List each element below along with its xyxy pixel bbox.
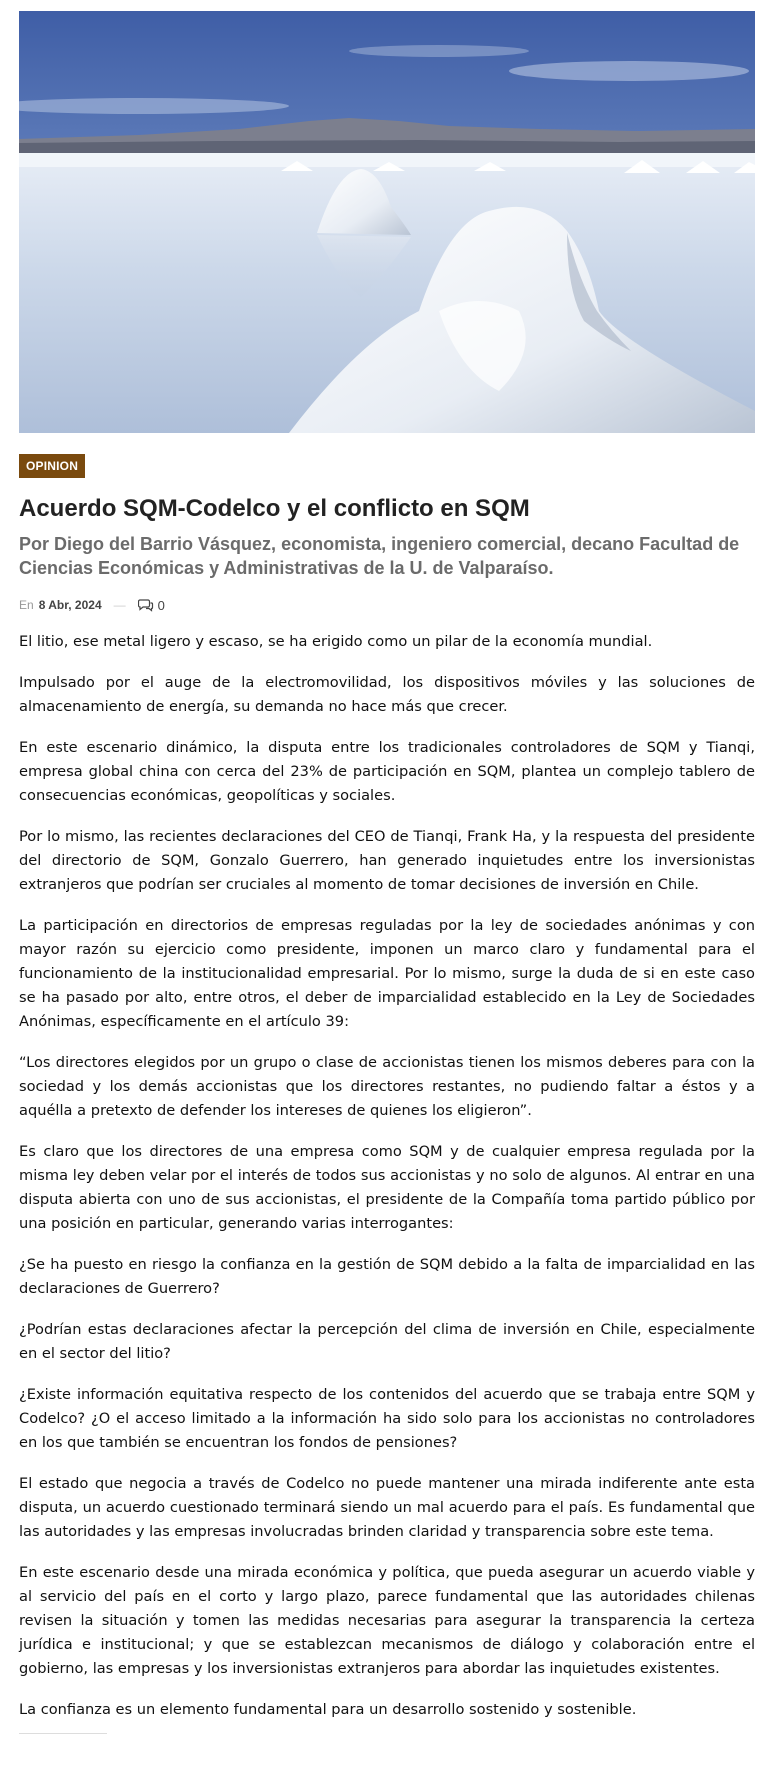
paragraph: En este escenario dinámico, la disputa entre los tradicionales controladores de SQM y Tianqi, empresa global china con cerca del 23% de participación en SQM, plantea un complejo tablero de consecuencias económicas, geopolíticas y sociales. [19,739,755,804]
comments-icon [138,598,154,612]
paragraph: El litio, ese metal ligero y escaso, se ha erigido como un pilar de la economía mundial. [19,633,653,650]
quote-paragraph: “Los directores elegidos por un grupo o clase de accionistas tienen los mismos deberes para con la sociedad y los demás accionistas que los directores restantes, no pudiendo faltar a éstos y a aquélla a pretexto de defender los intereses de quienes los eligieron”. [19,1054,755,1119]
date-prefix: En [19,598,34,612]
paragraph: Impulsado por el auge de la electromovilidad, los dispositivos móviles y las soluciones de almacenamiento de energía, su demanda no hace más que crecer. [19,674,755,715]
salt-flat-image [19,11,755,433]
closing-paragraph: La confianza es un elemento fundamental para un desarrollo sostenido y sostenible. [19,1701,637,1718]
question-paragraph: ¿Se ha puesto en riesgo la confianza en la gestión de SQM debido a la falta de imparcialidad en las declaraciones de Guerrero? [19,1256,755,1297]
paragraph: Por lo mismo, las recientes declaraciones del CEO de Tianqi, Frank Ha, y la respuesta del presidente del directorio de SQM, Gonzalo Guerrero, han generado inquietudes entre los inversionistas extranjeros que podrían ser cruciales al momento de tomar decisiones de inversión en Chile. [19,828,755,893]
question-paragraph: ¿Podrían estas declaraciones afectar la percepción del clima de inversión en Chile, especialmente en el sector del litio? [19,1321,755,1362]
comment-count: 0 [157,597,165,613]
meta-separator: — [113,598,126,612]
hero-image [19,11,755,433]
paragraph: Es claro que los directores de una empresa como SQM y de cualquier empresa regulada por la misma ley deben velar por el interés de todos sus accionistas y no solo de algunos. Al entrar en una disputa abierta con uno de sus accionistas, el presidente de la Compañía toma partido público por una posición en particular, generando varias interrogantes: [19,1143,755,1232]
divider [19,1733,107,1734]
publish-date[interactable]: 8 Abr, 2024 [38,598,102,612]
article-meta [19,596,755,614]
comments-link[interactable] [138,598,165,613]
article-body [19,630,755,1722]
question-paragraph: ¿Existe información equitativa respecto de los contenidos del acuerdo que se trabaja entre SQM y Codelco? ¿O el acceso limitado a la información ha sido solo para los accionistas no controladores en los que también se encuentran los fondos de pensiones? [19,1386,755,1451]
article-title: Acuerdo SQM-Codelco y el conflicto en SQM [19,495,530,522]
article-subtitle: Por Diego del Barrio Vásquez, economista, ingeniero comercial, decano Facultad de Ciencias Económicas y Administrativas de la U. de Valparaíso. [19,534,740,578]
paragraph: En este escenario desde una mirada económica y política, que pueda asegurar un acuerdo viable y al servicio del país en el corto y largo plazo, parece fundamental que las autoridades chilenas revisen la situación y tomen las medidas necesarias para asegurar la transparencia la certeza jurídica e institucional; y que se establezcan mecanismos de diálogo y colaboración entre el gobierno, las empresas y los inversionistas extranjeros para abordar las inquietudes existentes. [19,1564,755,1677]
category-badge[interactable]: OPINION [19,454,85,478]
paragraph: El estado que negocia a través de Codelco no puede mantener una mirada indiferente ante esta disputa, un acuerdo cuestionado terminará siendo un mal acuerdo para el país. Es fundamental que las autoridades y las empresas involucradas brinden claridad y transparencia sobre este tema. [19,1475,755,1540]
paragraph: La participación en directorios de empresas reguladas por la ley de sociedades anónimas y con mayor razón su ejercicio como presidente, imponen un marco claro y fundamental para el funcionamiento de la institucionalidad empresarial. Por lo mismo, surge la duda de si en este caso se ha pasado por alto, entre otros, el deber de imparcialidad establecido en la Ley de Sociedades Anónimas, específicamente en el artículo 39: [19,917,755,1030]
